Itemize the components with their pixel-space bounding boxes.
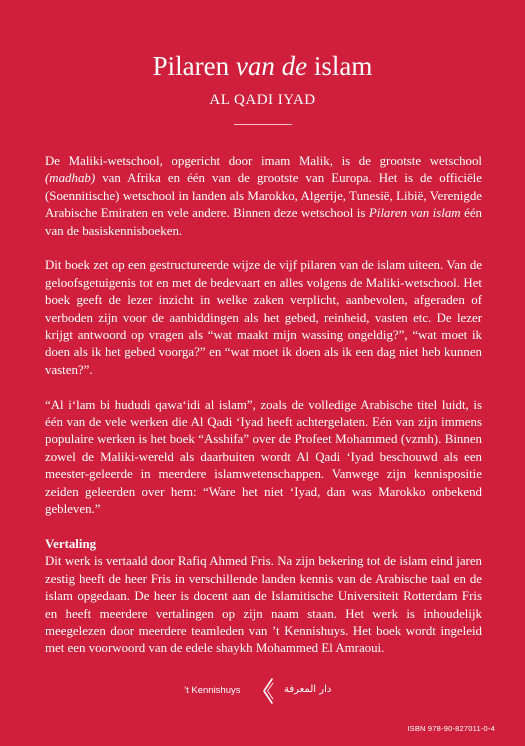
publisher-logo <box>184 676 344 706</box>
title-part-1: Pilaren <box>152 51 236 81</box>
paragraph-1-italic-title: Pilaren van islam <box>368 206 461 221</box>
title-part-3: islam <box>307 51 373 81</box>
publisher-mark-icon <box>261 678 275 704</box>
paragraph-2: Dit boek zet op een gestructureerde wijze de vijf pilaren van de islam uiteen. Van de geloofsgetuigenis tot en met de bedevaart en alles volgens de Maliki-wetschool. Het boek geeft de lezer inzicht in welke zaken verplicht, aanbevolen, afgeraden of verboden zijn voor de aanbiddingen als het gebed, reinheid, vasten etc. De lezer krijgt antwoord op vragen als “wat maakt mijn wassing ongeldig?”, “wat moet ik doen als ik het gebed voorga?” en “wat moet ik doen als ik een dag niet heb kunnen vasten?”. <box>45 258 482 377</box>
paragraph-1-text-a: De Maliki-wetschool, opgericht door imam Malik, is de grootste wetschool <box>45 154 482 168</box>
paragraph-1-text-c: van Afrika en één van de grootste van Europa. Het is de officiële (Soennitische) wetschool in landen als Marokko, Algerije, Tunesië, Libië, Verenigde Arabische Emiraten en vele andere. Binnen deze wetschool is <box>45 171 482 221</box>
paragraph-1 <box>45 153 482 240</box>
paragraph-3: “Al i‘lam bi hududi qawa‘idi al islam”, zoals de volledige Arabische titel luidt, is één van de vele werken die Al Qadi ‘Iyad heeft achtergelaten. Eén van zijn immens populaire werken is het boek “Asshifa” over de Profeet Mohammed (vzmh). Binnen zowel de Maliki-wereld als daarbuiten wordt Al Qadi ‘Iyad beschouwd als een meester-geleerde in meerdere islamwetenschappen. Vanwege zijn kennispositie zeiden geleerden over hem: “Ware het niet ‘Iyad, dan was Marokko onbekend gebleven.” <box>45 397 482 517</box>
title-divider <box>234 124 292 125</box>
author-name: AL QADI IYAD <box>209 92 316 108</box>
publisher-name: ’t Kennishuys <box>184 685 241 696</box>
title-part-2: van de <box>235 51 308 81</box>
publisher-name-arabic: دار المعرفة <box>284 684 332 695</box>
book-title <box>0 50 525 82</box>
paragraph-4: Dit werk is vertaald door Rafiq Ahmed Fris. Na zijn bekering tot de islam eind jaren zestig heeft de heer Fris in verschillende landen kennis van de Arabische taal en de islam opgedaan. De heer is docent aan de Islamitische Universiteit Rotterdam Fris en heeft meerdere vertalingen op zijn naam staan. Het werk is inhoudelijk meegelezen door meerdere teamleden van ’t Kennishuys. Het boek wordt ingeleid met een voorwoord van de edele shaykh Mohammed El Amraoui. <box>45 554 482 656</box>
isbn-number: ISBN 978-90-827011-0-4 <box>407 724 495 733</box>
blurb-text <box>45 153 482 658</box>
section-heading-vertaling: Vertaling <box>45 536 97 551</box>
paragraph-1-text-e: één van de basiskennisboeken. <box>45 206 482 238</box>
paragraph-1-italic-madhab: (madhab) <box>45 171 96 186</box>
